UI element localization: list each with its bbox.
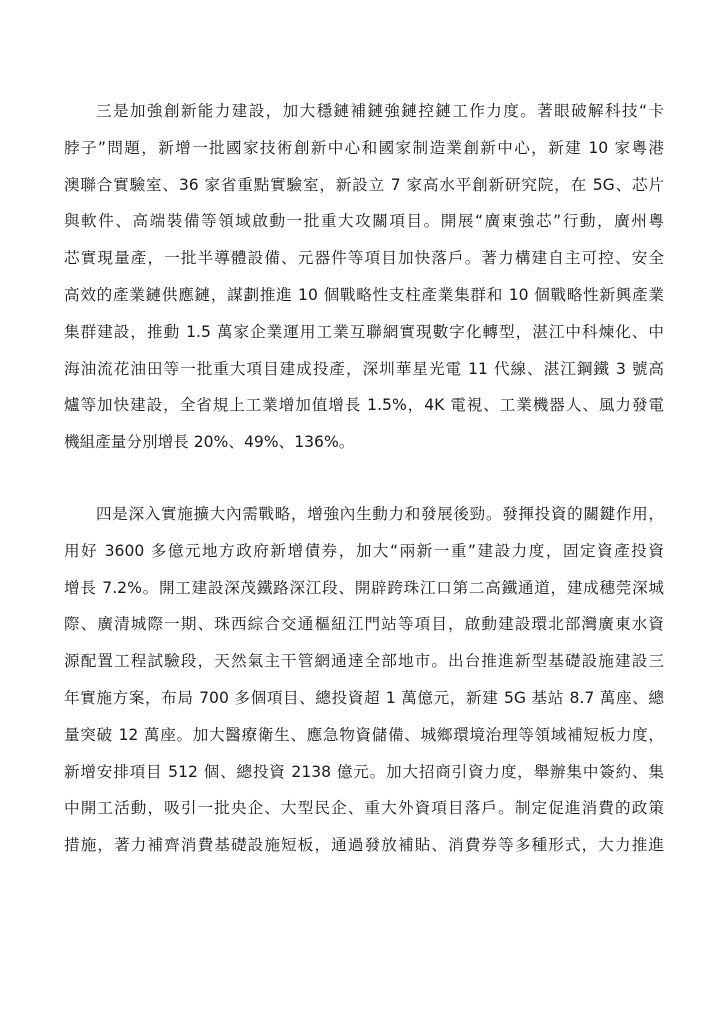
paragraph-line: 海油流花油田等一批重大項目建成投產，深圳華星光電 11 代線、湛江鋼鐵 3 號高 xyxy=(64,359,664,378)
paragraph-line: 脖子”問題，新增一批國家技術創新中心和國家制造業創新中心，新建 10 家粵港 xyxy=(64,138,664,157)
paragraph-line: 際、廣清城際一期、珠西綜合交通樞紐江門站等項目，啟動建設環北部灣廣東水資 xyxy=(64,615,664,634)
paragraph-line: 量突破 12 萬座。加大醫療衛生、應急物資儲備、城鄉環境治理等領域補短板力度， xyxy=(64,725,664,744)
paragraph-line: 芯實現量產，一批半導體設備、元器件等項目加快落戶。著力構建自主可控、安全 xyxy=(64,249,664,268)
paragraph-innovation xyxy=(64,93,664,461)
paragraph-line: 措施，著力補齊消費基礎設施短板，通過發放補貼、消費券等多種形式，大力推進 xyxy=(64,836,664,855)
paragraph-line: 三是加強創新能力建設，加大穩鏈補鏈強鏈控鏈工作力度。著眼破解科技“卡 xyxy=(96,102,664,120)
paragraph-line: 與軟件、高端裝備等領域啟動一批重大攻關項目。開展“廣東強芯”行動，廣州粵 xyxy=(64,212,664,231)
paragraph-line: 增長 7.2%。開工建設深茂鐵路深江段、開辟跨珠江口第二高鐵通道，建成穗莞深城 xyxy=(64,578,664,597)
paragraph-line: 機組產量分別增長 20%、49%、136%。 xyxy=(64,433,355,452)
paragraph-line: 用好 3600 多億元地方政府新增債券，加大“兩新一重”建設力度，固定資產投資 xyxy=(64,541,664,560)
paragraph-domestic-demand xyxy=(64,496,664,864)
paragraph-line: 爐等加快建設，全省規上工業增加值增長 1.5%，4K 電視、工業機器人、風力發電 xyxy=(64,396,664,415)
paragraph-line: 高效的產業鏈供應鏈，謀劃推進 10 個戰略性支柱產業集群和 10 個戰略性新興產業 xyxy=(64,285,664,304)
paragraph-line: 中開工活動，吸引一批央企、大型民企、重大外資項目落戶。制定促進消費的政策 xyxy=(64,799,664,818)
paragraph-line: 集群建設，推動 1.5 萬家企業運用工業互聯網實現數字化轉型，湛江中科煉化、中 xyxy=(64,322,664,341)
paragraph-line: 年實施方案，布局 700 多個項目、總投資超 1 萬億元，新建 5G 基站 8.7 萬座、總 xyxy=(64,688,664,707)
paragraph-line: 新增安排項目 512 個、總投資 2138 億元。加大招商引資力度，舉辦集中簽約、集 xyxy=(64,762,664,781)
paragraph-line: 源配置工程試驗段，天然氣主干管網通達全部地市。出台推進新型基礎設施建設三 xyxy=(64,652,664,671)
paragraph-line: 澳聯合實驗室、36 家省重點實驗室，新設立 7 家高水平創新研究院，在 5G、芯片 xyxy=(64,175,664,194)
paragraph-line: 四是深入實施擴大內需戰略，增強內生動力和發展後勁。發揮投資的關鍵作用， xyxy=(96,505,664,523)
